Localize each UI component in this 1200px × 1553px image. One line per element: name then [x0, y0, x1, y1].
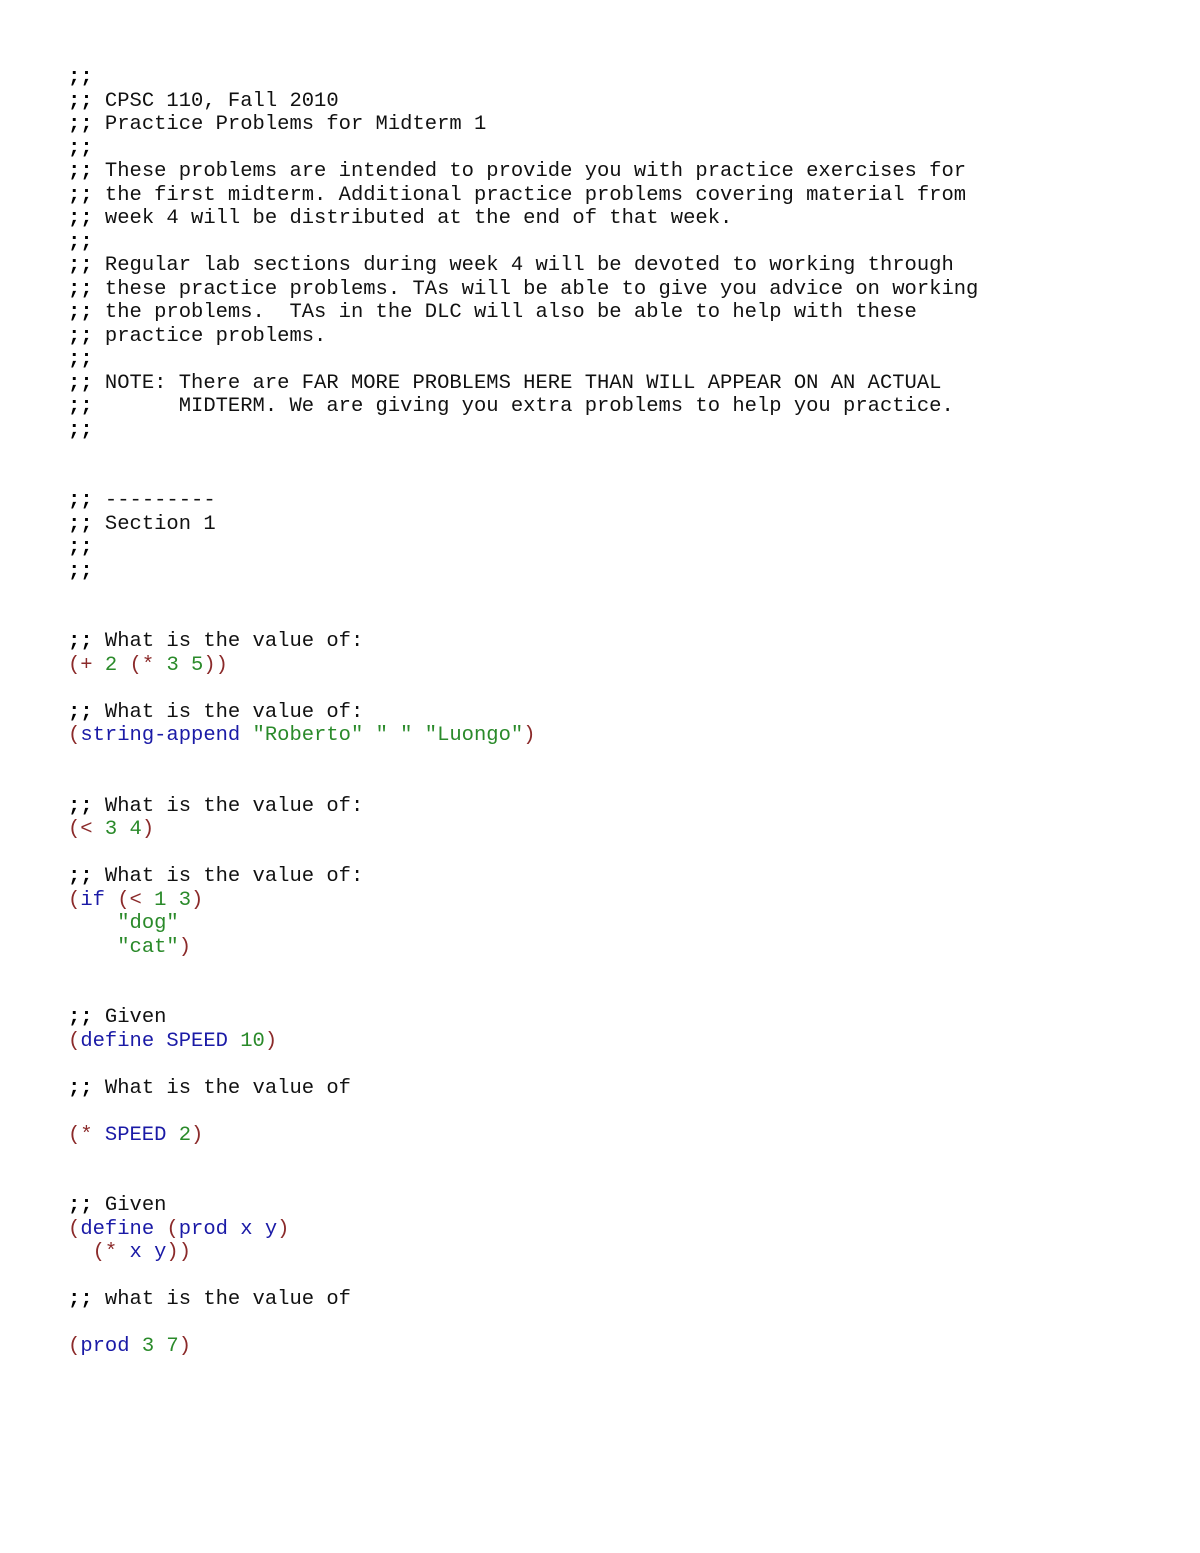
number-token: 1 3	[154, 888, 192, 912]
paren-token: ))	[166, 1241, 192, 1264]
paren-token: (	[154, 1217, 179, 1241]
code-line	[68, 536, 978, 560]
comment-marker: ;;	[68, 136, 93, 160]
comment-marker: ;;	[68, 277, 93, 301]
code-line	[68, 348, 978, 372]
code-line	[68, 959, 978, 983]
comment-marker: ;;	[68, 559, 93, 583]
comment-text: Given	[92, 1006, 167, 1029]
comment-marker: ;;	[68, 1006, 93, 1029]
paren-token: )	[141, 818, 155, 841]
code-line	[68, 701, 978, 725]
comment-text: what is the value of	[92, 1288, 351, 1311]
comment-marker: ;;	[68, 536, 93, 559]
paren-token: )	[178, 935, 192, 959]
comment-text: ---------	[92, 489, 216, 512]
comment-text: What is the value of:	[92, 794, 364, 818]
number-token: 2	[178, 1123, 192, 1147]
code-line	[68, 372, 978, 396]
identifier-token: prod x y	[178, 1217, 278, 1241]
code-line	[68, 1077, 978, 1101]
comment-marker: ;;	[68, 630, 93, 653]
code-line	[68, 442, 978, 466]
code-line	[68, 630, 978, 654]
number-token: 3 5	[166, 653, 204, 677]
comment-marker: ;;	[68, 865, 93, 888]
paren-token: (*	[117, 653, 167, 677]
comment-text	[68, 936, 117, 959]
code-line	[68, 771, 978, 795]
comment-text: Regular lab sections during week 4 will be devoted to working through	[92, 254, 954, 277]
code-line	[68, 677, 978, 701]
code-line	[68, 1147, 978, 1171]
identifier-token: define SPEED	[80, 1029, 241, 1053]
code-line	[68, 912, 978, 936]
code-line	[68, 278, 978, 302]
code-line	[68, 419, 978, 443]
code-line	[68, 748, 978, 772]
code-line	[68, 936, 978, 960]
code-line	[68, 489, 978, 513]
code-line	[68, 889, 978, 913]
comment-text: What is the value of:	[92, 865, 364, 888]
comment-marker: ;;	[68, 371, 93, 395]
code-line	[68, 1053, 978, 1077]
paren-token: (	[68, 888, 81, 912]
paren-token: )	[277, 1217, 290, 1241]
identifier-token: x y	[129, 1241, 167, 1264]
code-line	[68, 842, 978, 866]
comment-marker: ;;	[68, 89, 93, 113]
number-token: 3 7	[141, 1335, 179, 1358]
comment-text: these practice problems. TAs will be able to give you advice on working	[92, 277, 979, 301]
identifier-token: if	[80, 888, 105, 912]
code-line	[68, 90, 978, 114]
comment-text	[68, 912, 117, 935]
code-line	[68, 1218, 978, 1242]
code-line	[68, 184, 978, 208]
code-line	[68, 160, 978, 184]
comment-marker: ;;	[68, 348, 93, 371]
comment-marker: ;;	[68, 700, 93, 724]
code-line	[68, 583, 978, 607]
comment-marker: ;;	[68, 489, 93, 512]
comment-text: NOTE: There are FAR MORE PROBLEMS HERE THAN WILL APPEAR ON AN ACTUAL	[92, 371, 942, 395]
code-line	[68, 795, 978, 819]
code-line	[68, 66, 978, 90]
code-line	[68, 1006, 978, 1030]
comment-text: practice problems.	[92, 324, 327, 348]
paren-token: )	[191, 888, 204, 912]
comment-marker: ;;	[68, 418, 93, 442]
code-line	[68, 301, 978, 325]
code-line	[68, 1124, 978, 1148]
code-line	[68, 1030, 978, 1054]
code-line	[68, 1241, 978, 1265]
paren-token: (*	[68, 1123, 105, 1147]
comment-text: What is the value of:	[92, 700, 364, 724]
comment-marker: ;;	[68, 183, 93, 207]
string-token: "cat"	[117, 935, 179, 959]
code-line	[68, 207, 978, 231]
comment-marker: ;;	[68, 254, 93, 277]
comment-marker: ;;	[68, 512, 93, 536]
comment-marker: ;;	[68, 324, 93, 348]
comment-marker: ;;	[68, 1194, 93, 1217]
number-token: 10	[240, 1029, 265, 1053]
paren-token: (+	[68, 653, 105, 677]
paren-token: ))	[203, 653, 228, 677]
paren-token: (*	[68, 1241, 130, 1264]
paren-token: )	[264, 1029, 278, 1053]
code-line	[68, 983, 978, 1007]
code-line	[68, 1265, 978, 1289]
comment-marker: ;;	[68, 66, 93, 89]
string-token: "Roberto" " " "Luongo"	[252, 724, 524, 747]
code-line	[68, 1335, 978, 1359]
paren-token: (	[68, 1217, 81, 1241]
code-line	[68, 1288, 978, 1312]
code-line	[68, 1171, 978, 1195]
string-token: "dog"	[117, 912, 179, 935]
paren-token: )	[178, 1335, 192, 1358]
code-line	[68, 560, 978, 584]
comment-text: CPSC 110, Fall 2010	[92, 89, 339, 113]
code-line	[68, 113, 978, 137]
comment-text: week 4 will be distributed at the end of that week.	[92, 207, 733, 230]
identifier-token: define	[80, 1217, 155, 1241]
comment-marker: ;;	[68, 794, 93, 818]
comment-marker: ;;	[68, 1288, 93, 1311]
paren-token: (	[68, 1029, 81, 1053]
code-line	[68, 325, 978, 349]
identifier-token: SPEED	[104, 1123, 179, 1147]
comment-text: Section 1	[92, 512, 216, 536]
code-line	[68, 254, 978, 278]
comment-marker: ;;	[68, 395, 93, 418]
code-line	[68, 466, 978, 490]
code-line	[68, 231, 978, 255]
paren-token: )	[191, 1123, 204, 1147]
comment-text: What is the value of	[92, 1076, 351, 1100]
comment-text: the problems. TAs in the DLC will also be able to help with these	[92, 301, 917, 324]
comment-text: Practice Problems for Midterm 1	[92, 113, 487, 136]
paren-token: (<	[68, 818, 105, 841]
comment-marker: ;;	[68, 1076, 93, 1100]
comment-marker: ;;	[68, 230, 93, 254]
comment-marker: ;;	[68, 160, 93, 183]
code-line	[68, 1312, 978, 1336]
paren-token: )	[523, 724, 536, 747]
code-line	[68, 1194, 978, 1218]
number-token: 2	[104, 653, 118, 677]
comment-marker: ;;	[68, 301, 93, 324]
comment-text: What is the value of:	[92, 630, 364, 653]
code-line	[68, 654, 978, 678]
comment-marker: ;;	[68, 207, 93, 230]
identifier-token: string-append	[80, 724, 253, 747]
comment-text: the first midterm. Additional practice problems covering material from	[92, 183, 967, 207]
paren-token: (	[68, 724, 81, 747]
identifier-token: prod	[80, 1335, 142, 1358]
comment-text: MIDTERM. We are giving you extra problems to help you practice.	[92, 395, 954, 418]
code-line	[68, 1100, 978, 1124]
comment-text: These problems are intended to provide you with practice exercises for	[92, 160, 967, 183]
paren-token: (<	[104, 888, 155, 912]
code-line	[68, 865, 978, 889]
code-line	[68, 818, 978, 842]
source-code-listing	[68, 66, 978, 1359]
code-line	[68, 724, 978, 748]
comment-marker: ;;	[68, 113, 93, 136]
code-line	[68, 607, 978, 631]
paren-token: (	[68, 1335, 81, 1358]
comment-text: Given	[92, 1194, 167, 1217]
number-token: 3 4	[104, 818, 142, 841]
code-line	[68, 513, 978, 537]
code-line	[68, 137, 978, 161]
code-line	[68, 395, 978, 419]
